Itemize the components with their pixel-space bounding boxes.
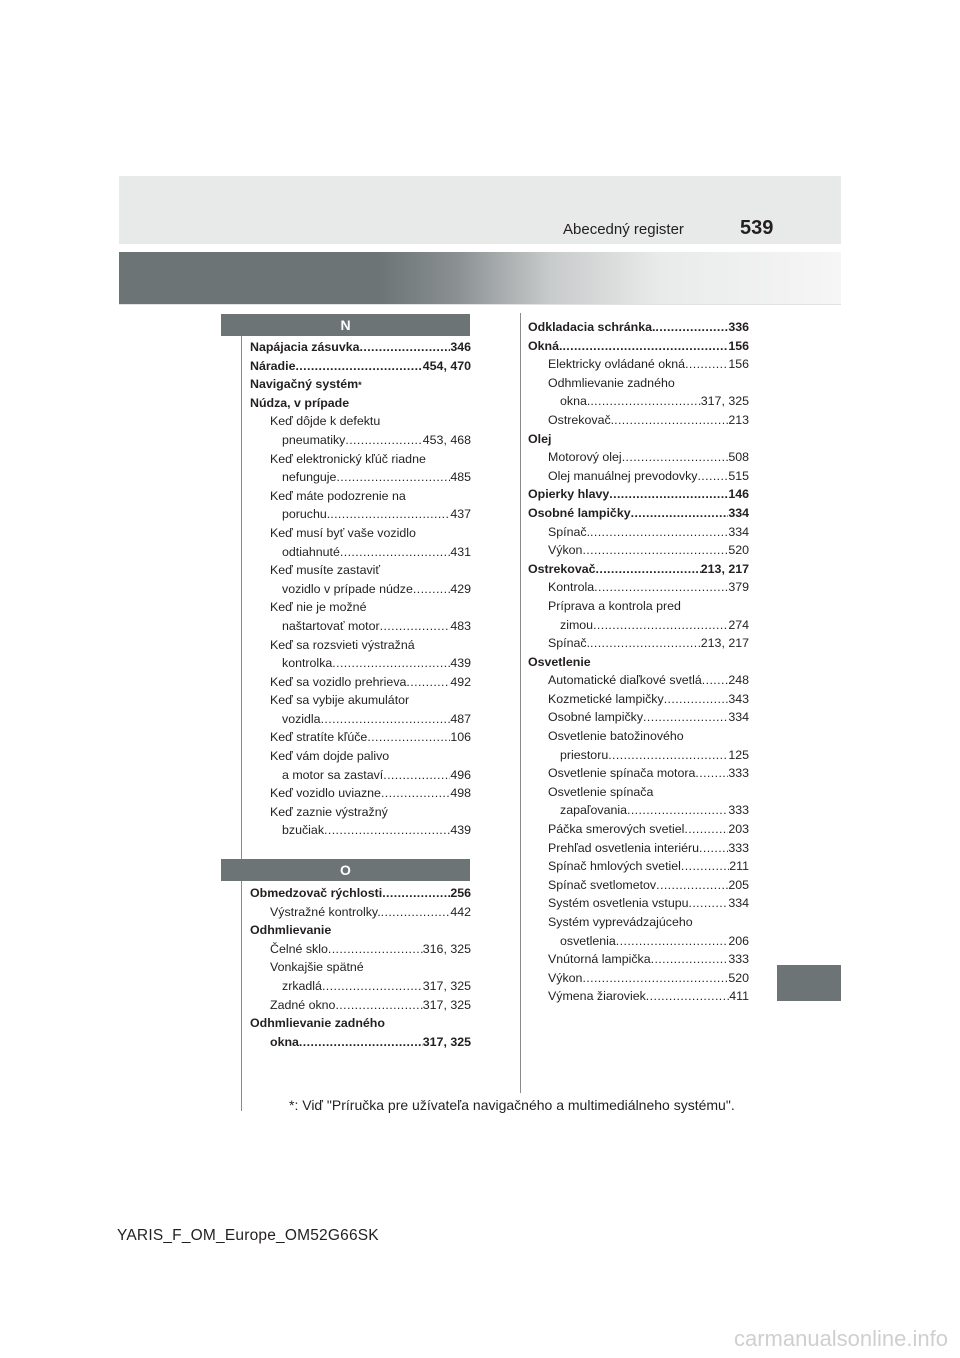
page-reference: 336: [728, 320, 749, 334]
dot-leader: [609, 485, 728, 504]
dot-leader: [681, 857, 729, 876]
page-reference: 520: [728, 543, 749, 558]
dot-leader: [697, 467, 728, 486]
page-reference: 333: [728, 766, 749, 781]
index-entry: [528, 913, 749, 932]
index-entry: [528, 857, 749, 876]
index-entry: [528, 597, 749, 616]
index-entry: [250, 940, 471, 959]
dot-leader: [684, 820, 728, 839]
index-entry: [250, 821, 471, 840]
index-entry: [528, 485, 749, 504]
entry-term: Spínač hmlových svetiel: [548, 859, 681, 874]
footnote-marker: *: [358, 380, 362, 391]
dot-leader: [367, 728, 450, 747]
entry-term: Núdza, v prípade: [250, 395, 350, 410]
index-entry: [528, 634, 749, 653]
entry-term: Keď dôjde k defektu: [270, 414, 381, 429]
index-entry: [250, 487, 471, 506]
dot-leader: [413, 580, 450, 599]
page-reference: 156: [728, 357, 749, 372]
page-reference: 317, 325: [700, 394, 749, 409]
entry-term: kontrolka: [282, 656, 333, 671]
page-reference: 453, 468: [422, 432, 471, 447]
index-entry: [528, 560, 749, 579]
entry-term: okna: [270, 1034, 299, 1049]
dot-leader: [614, 411, 728, 430]
dot-leader: [381, 903, 451, 922]
index-entry: [250, 338, 471, 357]
index-entry: [250, 524, 471, 543]
page-reference: 333: [728, 840, 749, 855]
page-reference: 156: [728, 338, 749, 353]
index-entry: [528, 374, 749, 393]
dot-leader: [582, 541, 728, 560]
gradient-banner: [119, 252, 841, 304]
page-reference: 203: [728, 822, 749, 837]
page-reference: 483: [450, 618, 471, 633]
index-entry: [528, 839, 749, 858]
page-reference: 317, 325: [422, 997, 471, 1012]
index-entry: [250, 921, 471, 940]
dot-leader: [360, 338, 451, 357]
index-entry: [250, 1014, 471, 1033]
page-reference: 379: [728, 580, 749, 595]
entry-term: vozidla: [282, 711, 321, 726]
dot-leader: [631, 504, 729, 523]
entry-term: poruchu.: [282, 507, 331, 522]
index-entry: [250, 505, 471, 524]
page-reference: 211: [729, 859, 749, 874]
page-reference: 334: [728, 524, 749, 539]
dot-leader: [627, 801, 728, 820]
entry-term: priestoru: [560, 747, 609, 762]
entry-term: Spínač.: [548, 524, 591, 539]
entry-term: okna.: [560, 394, 591, 409]
index-entry: [528, 504, 749, 523]
dot-leader: [322, 977, 423, 996]
entry-term: vozidlo v prípade núdze: [282, 581, 413, 596]
dot-leader: [594, 578, 728, 597]
index-entry: [528, 987, 749, 1006]
index-entry: [250, 673, 471, 692]
page-reference: 146: [728, 487, 749, 502]
index-entry: [528, 690, 749, 709]
dot-leader: [643, 708, 728, 727]
page-reference: 437: [450, 507, 471, 522]
entry-term: Keď stratíte kľúče: [270, 730, 368, 745]
header-divider: [119, 304, 841, 305]
dot-leader: [380, 617, 451, 636]
index-entry: [528, 430, 749, 449]
entry-term: Keď vozidlo uviazne: [270, 786, 381, 801]
index-entry: [250, 636, 471, 655]
dot-leader: [689, 894, 729, 913]
entry-term: Osvetlenie: [528, 654, 591, 669]
entry-term: Keď musíte zastaviť: [270, 563, 381, 578]
entry-term: Prehľad osvetlenia interiéru: [548, 840, 700, 855]
entry-term: nefunguje: [282, 470, 337, 485]
dot-leader: [655, 318, 728, 337]
entry-term: Kozmetické lampičky: [548, 691, 664, 706]
entry-term: Páčka smerových svetiel: [548, 822, 685, 837]
dot-leader: [590, 392, 700, 411]
index-entry: [528, 727, 749, 746]
index-entry: [250, 561, 471, 580]
entry-term: Odhmlievanie zadného: [548, 375, 675, 390]
entry-term: pneumatiky: [282, 432, 346, 447]
entry-term: Výkon: [548, 543, 583, 558]
page-reference: 206: [728, 933, 749, 948]
index-entry: [528, 318, 749, 337]
page-reference: 333: [728, 952, 749, 967]
entry-term: Obmedzovač rýchlosti: [250, 886, 383, 900]
page-reference: 485: [450, 470, 471, 485]
page-reference: 248: [728, 673, 749, 688]
dot-leader: [699, 839, 728, 858]
page-reference: 515: [728, 468, 749, 483]
header-band: [119, 176, 841, 244]
entry-term: Olej: [528, 431, 552, 446]
entry-term: Výstražné kontrolky.: [270, 904, 381, 919]
page-reference: 205: [728, 877, 749, 892]
index-entry: [528, 578, 749, 597]
entry-term: zapaľovania: [560, 803, 627, 818]
dot-leader: [685, 355, 728, 374]
index-entry: [528, 541, 749, 560]
entry-term: zrkadlá: [282, 978, 322, 993]
index-column-o: [250, 884, 471, 1051]
dot-leader: [656, 876, 728, 895]
entry-term: Systém osvetlenia vstupu: [548, 896, 689, 911]
dot-leader: [381, 784, 450, 803]
page-reference: 492: [450, 674, 471, 689]
index-entry: [528, 876, 749, 895]
page-reference: 213, 217: [700, 636, 749, 651]
entry-term: Keď zaznie výstražný: [270, 804, 388, 819]
dot-leader: [336, 468, 450, 487]
index-entry: [528, 355, 749, 374]
left-column-rule: [241, 336, 242, 1111]
index-entry: [528, 411, 749, 430]
dot-leader: [295, 357, 422, 376]
entry-term: Príprava a kontrola pred: [548, 598, 681, 613]
footnote: *: Viď "Príručka pre užívateľa navigačného a multimediálneho systému".: [289, 1097, 735, 1113]
entry-term: Náradie: [250, 358, 296, 373]
dot-leader: [651, 950, 729, 969]
dot-leader: [382, 884, 450, 903]
index-entry: [528, 950, 749, 969]
page-reference: 520: [728, 970, 749, 985]
page-reference: 431: [450, 544, 471, 559]
dot-leader: [608, 746, 728, 765]
index-entry: [528, 932, 749, 951]
entry-term: odtiahnuté: [282, 544, 340, 559]
index-entry: [250, 412, 471, 431]
watermark: carmanualsonline.info: [733, 1326, 948, 1351]
entry-term: Keď nie je možné: [270, 600, 367, 615]
entry-term: naštartovať motor: [282, 618, 380, 633]
index-entry: [250, 884, 471, 903]
entry-term: Keď sa vozidlo prehrieva: [270, 674, 407, 689]
entry-term: Čelné sklo: [270, 941, 328, 956]
entry-term: Vnútorná lampička: [548, 952, 651, 967]
entry-term: zimou: [560, 617, 594, 632]
chapter-tab: [777, 965, 841, 1001]
page-reference: 334: [728, 710, 749, 725]
index-entry: [250, 766, 471, 785]
entry-term: Systém vyprevádzajúceho: [548, 915, 693, 929]
dot-leader: [664, 690, 729, 709]
dot-leader: [324, 821, 450, 840]
index-entry: [250, 450, 471, 469]
page-reference: 439: [450, 656, 471, 671]
index-entry: [528, 653, 749, 672]
index-entry: [250, 357, 471, 376]
index-entry: [250, 747, 471, 766]
index-entry: [250, 996, 471, 1015]
letter-header-o: O: [221, 859, 470, 881]
index-entry: [250, 710, 471, 729]
entry-term: Okná.: [528, 338, 563, 353]
page-reference: 317, 325: [422, 978, 471, 993]
dot-leader: [332, 654, 450, 673]
page-reference: 213, 217: [700, 561, 749, 576]
entry-term: Osobné lampičky: [528, 505, 631, 520]
dot-leader: [562, 337, 728, 356]
index-entry: [528, 392, 749, 411]
dot-leader: [590, 634, 701, 653]
index-entry: [528, 783, 749, 802]
page-reference: 439: [450, 823, 471, 838]
page-reference: 411: [729, 989, 749, 1004]
index-entry: [250, 431, 471, 450]
index-entry: [528, 894, 749, 913]
entry-term: Navigačný systém: [250, 377, 359, 392]
entry-term: Kontrola: [548, 580, 595, 595]
entry-term: a motor sa zastaví: [282, 767, 384, 782]
entry-term: Osvetlenie batožinového: [548, 729, 684, 744]
page-reference: 429: [450, 581, 471, 596]
entry-term: Osvetlenie spínača: [548, 784, 654, 799]
entry-term: Odkladacia schránka.: [528, 320, 656, 334]
index-entry: [528, 801, 749, 820]
page-number: 539: [740, 217, 774, 239]
page-reference: 487: [450, 711, 471, 726]
page-reference: 125: [728, 747, 749, 762]
entry-term: Odhmlievanie zadného: [250, 1016, 385, 1031]
index-entry: [250, 468, 471, 487]
entry-term: Automatické diaľkové svetlá: [548, 673, 702, 688]
dot-leader: [345, 431, 422, 450]
page-reference: 334: [728, 896, 749, 911]
entry-term: bzučiak: [282, 823, 325, 838]
page-reference: 274: [728, 617, 749, 632]
section-title: Abecedný register: [563, 221, 684, 238]
entry-term: Zadné okno: [270, 997, 336, 1012]
dot-leader: [590, 523, 728, 542]
index-column-right: [528, 318, 749, 1006]
entry-term: Keď sa vybije akumulátor: [270, 693, 410, 708]
entry-term: Osvetlenie spínača motora: [548, 766, 696, 781]
entry-term: Výkon: [548, 970, 583, 985]
page-reference: 334: [728, 505, 749, 520]
document-code: YARIS_F_OM_Europe_OM52G66SK: [117, 1227, 379, 1244]
entry-term: Keď vám dojde palivo: [270, 749, 390, 764]
dot-leader: [582, 969, 728, 988]
dot-leader: [299, 1033, 423, 1052]
entry-term: Vonkajšie spätné: [270, 960, 364, 975]
page-reference: 213: [728, 412, 749, 427]
index-entry: [250, 375, 471, 394]
index-entry: [528, 671, 749, 690]
entry-term: Elektricky ovládané okná: [548, 357, 686, 372]
dot-leader: [646, 987, 729, 1006]
dot-leader: [695, 764, 728, 783]
entry-term: Osobné lampičky: [548, 710, 644, 725]
index-entry: [250, 784, 471, 803]
page-reference: 316, 325: [422, 941, 471, 956]
index-entry: [528, 746, 749, 765]
page-reference: 454, 470: [422, 358, 471, 373]
dot-leader: [702, 671, 729, 690]
page-reference: 498: [450, 786, 471, 801]
entry-term: Spínač.: [548, 636, 591, 651]
index-entry: [250, 1033, 471, 1052]
dot-leader: [330, 505, 450, 524]
page-reference: 508: [728, 450, 749, 465]
dot-leader: [383, 766, 450, 785]
index-entry: [250, 903, 471, 922]
dot-leader: [616, 932, 729, 951]
entry-term: Ostrekovač: [528, 561, 596, 576]
index-entry: [250, 617, 471, 636]
dot-leader: [596, 560, 701, 579]
index-entry: [250, 977, 471, 996]
page-reference: 106: [450, 730, 471, 745]
page-reference: 333: [728, 803, 749, 818]
index-column-n: [250, 338, 471, 840]
entry-term: Keď musí byť vaše vozidlo: [270, 525, 416, 540]
dot-leader: [335, 996, 422, 1015]
index-entry: [528, 448, 749, 467]
entry-term: Odhmlievanie: [250, 923, 332, 938]
index-entry: [250, 394, 471, 413]
entry-term: Ostrekovač.: [548, 412, 615, 427]
entry-term: Keď elektronický kľúč riadne: [270, 451, 426, 466]
index-entry: [250, 598, 471, 617]
index-entry: [528, 820, 749, 839]
index-entry: [528, 969, 749, 988]
entry-term: Opierky hlavy: [528, 487, 610, 502]
letter-header-n: N: [221, 314, 470, 336]
dot-leader: [406, 673, 450, 692]
dot-leader: [328, 940, 423, 959]
index-entry: [528, 467, 749, 486]
page-reference: 343: [728, 691, 749, 706]
entry-term: Motorový olej: [548, 450, 622, 465]
right-column-rule: [520, 313, 521, 1093]
index-entry: [528, 708, 749, 727]
index-entry: [250, 543, 471, 562]
page-reference: 346: [450, 340, 471, 354]
entry-term: Spínač svetlometov: [548, 877, 657, 892]
entry-term: osvetlenia: [560, 933, 616, 948]
dot-leader: [340, 543, 450, 562]
dot-leader: [593, 616, 728, 635]
entry-term: Výmena žiaroviek: [548, 989, 646, 1004]
dot-leader: [321, 710, 451, 729]
index-entry: [528, 764, 749, 783]
entry-term: Keď sa rozsvieti výstražná: [270, 637, 415, 652]
index-entry: [250, 803, 471, 822]
index-entry: [250, 958, 471, 977]
entry-term: Keď máte podozrenie na: [270, 488, 406, 503]
index-entry: [528, 523, 749, 542]
entry-term: Napájacia zásuvka: [250, 340, 360, 354]
page-reference: 496: [450, 767, 471, 782]
dot-leader: [622, 448, 729, 467]
index-entry: [250, 654, 471, 673]
index-entry: [250, 728, 471, 747]
index-entry: [528, 337, 749, 356]
index-entry: [250, 691, 471, 710]
page-reference: 442: [450, 904, 471, 919]
page-reference: 256: [450, 886, 471, 900]
index-entry: [250, 580, 471, 599]
page-reference: 317, 325: [422, 1034, 471, 1049]
entry-term: Olej manuálnej prevodovky: [548, 468, 698, 483]
index-entry: [528, 616, 749, 635]
